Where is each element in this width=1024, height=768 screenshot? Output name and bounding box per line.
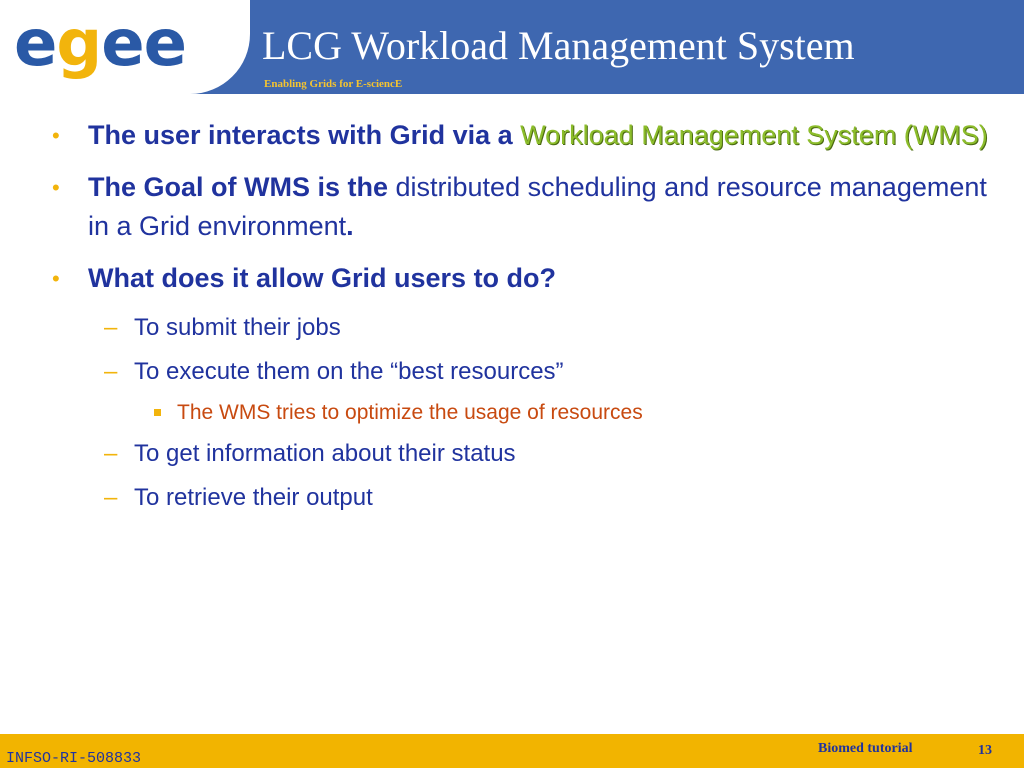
project-id: INFSO-RI-508833 <box>6 750 142 767</box>
bullet-item: • The Goal of WMS is the distributed scheduling and resource management in a Grid environment. <box>52 168 1002 246</box>
bullet-icon: • <box>52 266 60 291</box>
wms-highlight: Workload Management System (WMS) <box>520 120 988 150</box>
dash-icon: – <box>104 314 118 341</box>
egee-logo-text: egee <box>14 7 187 81</box>
egee-logo <box>0 0 250 94</box>
slide-title: LCG Workload Management System <box>262 23 855 68</box>
slide-subtitle: Enabling Grids for E-sciencE <box>264 78 403 90</box>
sub-bullet-item: – To submit their jobs <box>52 311 1002 345</box>
slide-header <box>0 0 1024 94</box>
bullet-item: • What does it allow Grid users to do? <box>52 259 1002 298</box>
page-number: 13 <box>978 743 992 758</box>
bullet-icon: • <box>52 123 60 148</box>
dash-icon: – <box>104 484 118 511</box>
sub-bullet-item: – To retrieve their output <box>52 481 1002 515</box>
slide-content <box>52 116 1002 525</box>
tutorial-label: Biomed tutorial <box>818 741 913 756</box>
square-bullet-icon <box>154 409 161 416</box>
bullet-item: • The user interacts with Grid via a Workload Management System (WMS) <box>52 116 1002 155</box>
sub-sub-bullet-item: The WMS tries to optimize the usage of resources <box>52 399 1002 427</box>
dash-icon: – <box>104 440 118 467</box>
slide-footer <box>0 734 1024 768</box>
bullet-icon: • <box>52 175 60 200</box>
sub-bullet-item: – To get information about their status <box>52 437 1002 471</box>
dash-icon: – <box>104 358 118 385</box>
sub-bullet-item: – To execute them on the “best resources” <box>52 355 1002 389</box>
